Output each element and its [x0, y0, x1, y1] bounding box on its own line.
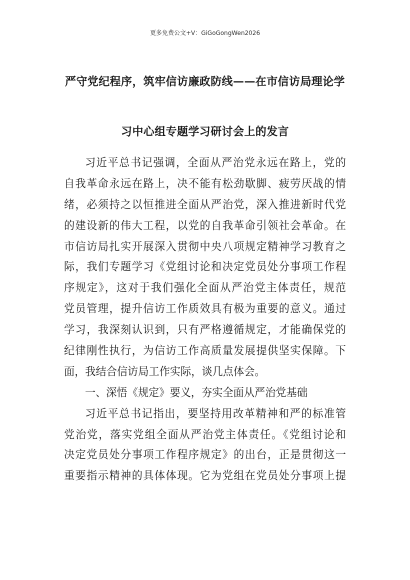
- body-line: 的建设新的伟大工程，以党的自我革命引领社会革命。在: [64, 219, 346, 232]
- body-line: 习近平总书记指出，要坚持用改革精神和严的标准管: [85, 407, 346, 420]
- section-heading: 一、深悟《规定》要义，夯实全面从严治党基础: [85, 386, 308, 399]
- body-line: 习近平总书记强调，全面从严治党永远在路上，党的: [85, 157, 346, 169]
- body-line: 党治党，落实党组全面从严治党主体责任。《党组讨论和: [64, 428, 346, 441]
- body-line: 市信访局扎实开展深入贯彻中央八项规定精神学习教育之: [64, 240, 346, 253]
- document-body: [64, 153, 346, 487]
- body-line: 际，我们专题学习《党组讨论和决定党员处分事项工作程: [64, 261, 346, 274]
- body-line: 决定党员处分事项工作程序规定》的出台，正是贯彻这一: [64, 449, 346, 462]
- body-line: 学习，我深刻认识到，只有严格遵循规定，才能确保党的: [64, 324, 346, 337]
- document-title-line-1: 严守党纪程序，筑牢信访廉政防线——在市信访局理论学: [65, 75, 345, 88]
- body-line: 面，我结合信访局工作实际，谈几点体会。: [64, 365, 266, 378]
- body-line: 绪，必须持之以恒推进全面从严治党，深入推进新时代党: [64, 198, 346, 211]
- body-line: 党员管理，提升信访工作质效具有极为重要的意义。通过: [64, 303, 346, 316]
- body-line: 纪律刚性执行，为信访工作高质量发展提供坚实保障。下: [64, 345, 346, 358]
- document-title-line-2: 习中心组专题学习研讨会上的发言: [121, 125, 289, 138]
- body-line: 序规定》，这对于我们强化全面从严治党主体责任，规范: [64, 282, 346, 295]
- body-line: 自我革命永远在路上，决不能有松劲歇脚、疲劳厌战的情: [64, 177, 346, 190]
- body-line: 重要指示精神的具体体现。它为党组在党员处分事项上提: [64, 470, 346, 483]
- watermark-text: 更多免费公文+V：GiGoGongWen2026: [149, 30, 261, 37]
